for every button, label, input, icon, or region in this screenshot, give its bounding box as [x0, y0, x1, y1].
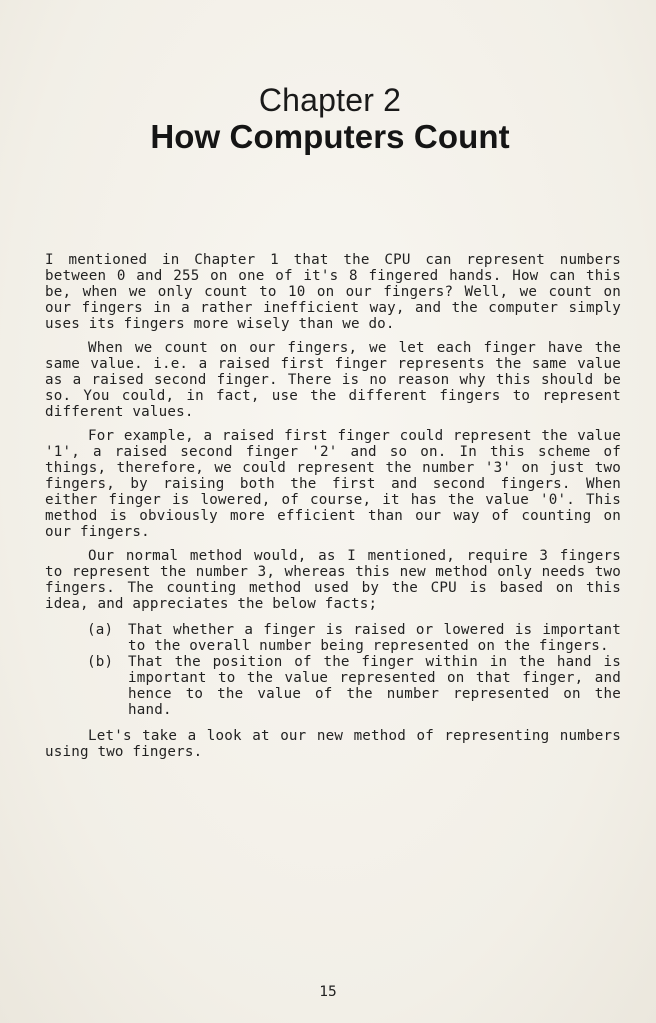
page-number: 15	[319, 984, 337, 1000]
chapter-body	[45, 252, 621, 768]
fact-marker-a: (a)	[87, 622, 114, 638]
chapter-title: How Computers Count	[150, 118, 510, 155]
fact-item-b	[45, 654, 621, 718]
paragraph-closing: Let's take a look at our new method of representing numbers using two fingers.	[45, 728, 621, 760]
paragraph-finger-values: When we count on our fingers, we let each finger have the same value. i.e. a raised first finger represents the same value as a raised second finger. There is no reason why this should be so. You could, in fact, use the different fingers to represent different values.	[45, 340, 621, 420]
fact-text-b: That the position of the finger within in the hand is important to the value represented on that finger, and hence to the value of the number represented on the hand.	[128, 654, 621, 718]
paragraph-intro: I mentioned in Chapter 1 that the CPU can represent numbers between 0 and 255 on one of it's 8 fingered hands. How can this be, when we only count to 10 on our fingers? Well, we count on our fingers in a rather inefficient way, and the computer simply uses its fingers more wisely than we do.	[45, 252, 621, 332]
fact-marker-b: (b)	[87, 654, 114, 670]
facts-list	[45, 622, 621, 718]
paragraph-normal-method: Our normal method would, as I mentioned, require 3 fingers to represent the number 3, whereas this new method only needs two fingers. The counting method used by the CPU is based on this idea, and appreciates the below facts;	[45, 548, 621, 612]
paragraph-example: For example, a raised first finger could represent the value '1', a raised second finger '2' and so on. In this scheme of things, therefore, we could represent the number '3' on just two fingers, by raising both the first and second fingers. When either finger is lowered, of course, it has the value '0'. This method is obviously more efficient than our way of counting on our fingers.	[45, 428, 621, 540]
chapter-number: Chapter 2	[258, 82, 402, 118]
fact-item-a	[45, 622, 621, 654]
fact-text-a: That whether a finger is raised or lowered is important to the overall number being represented on the fingers.	[128, 622, 621, 654]
